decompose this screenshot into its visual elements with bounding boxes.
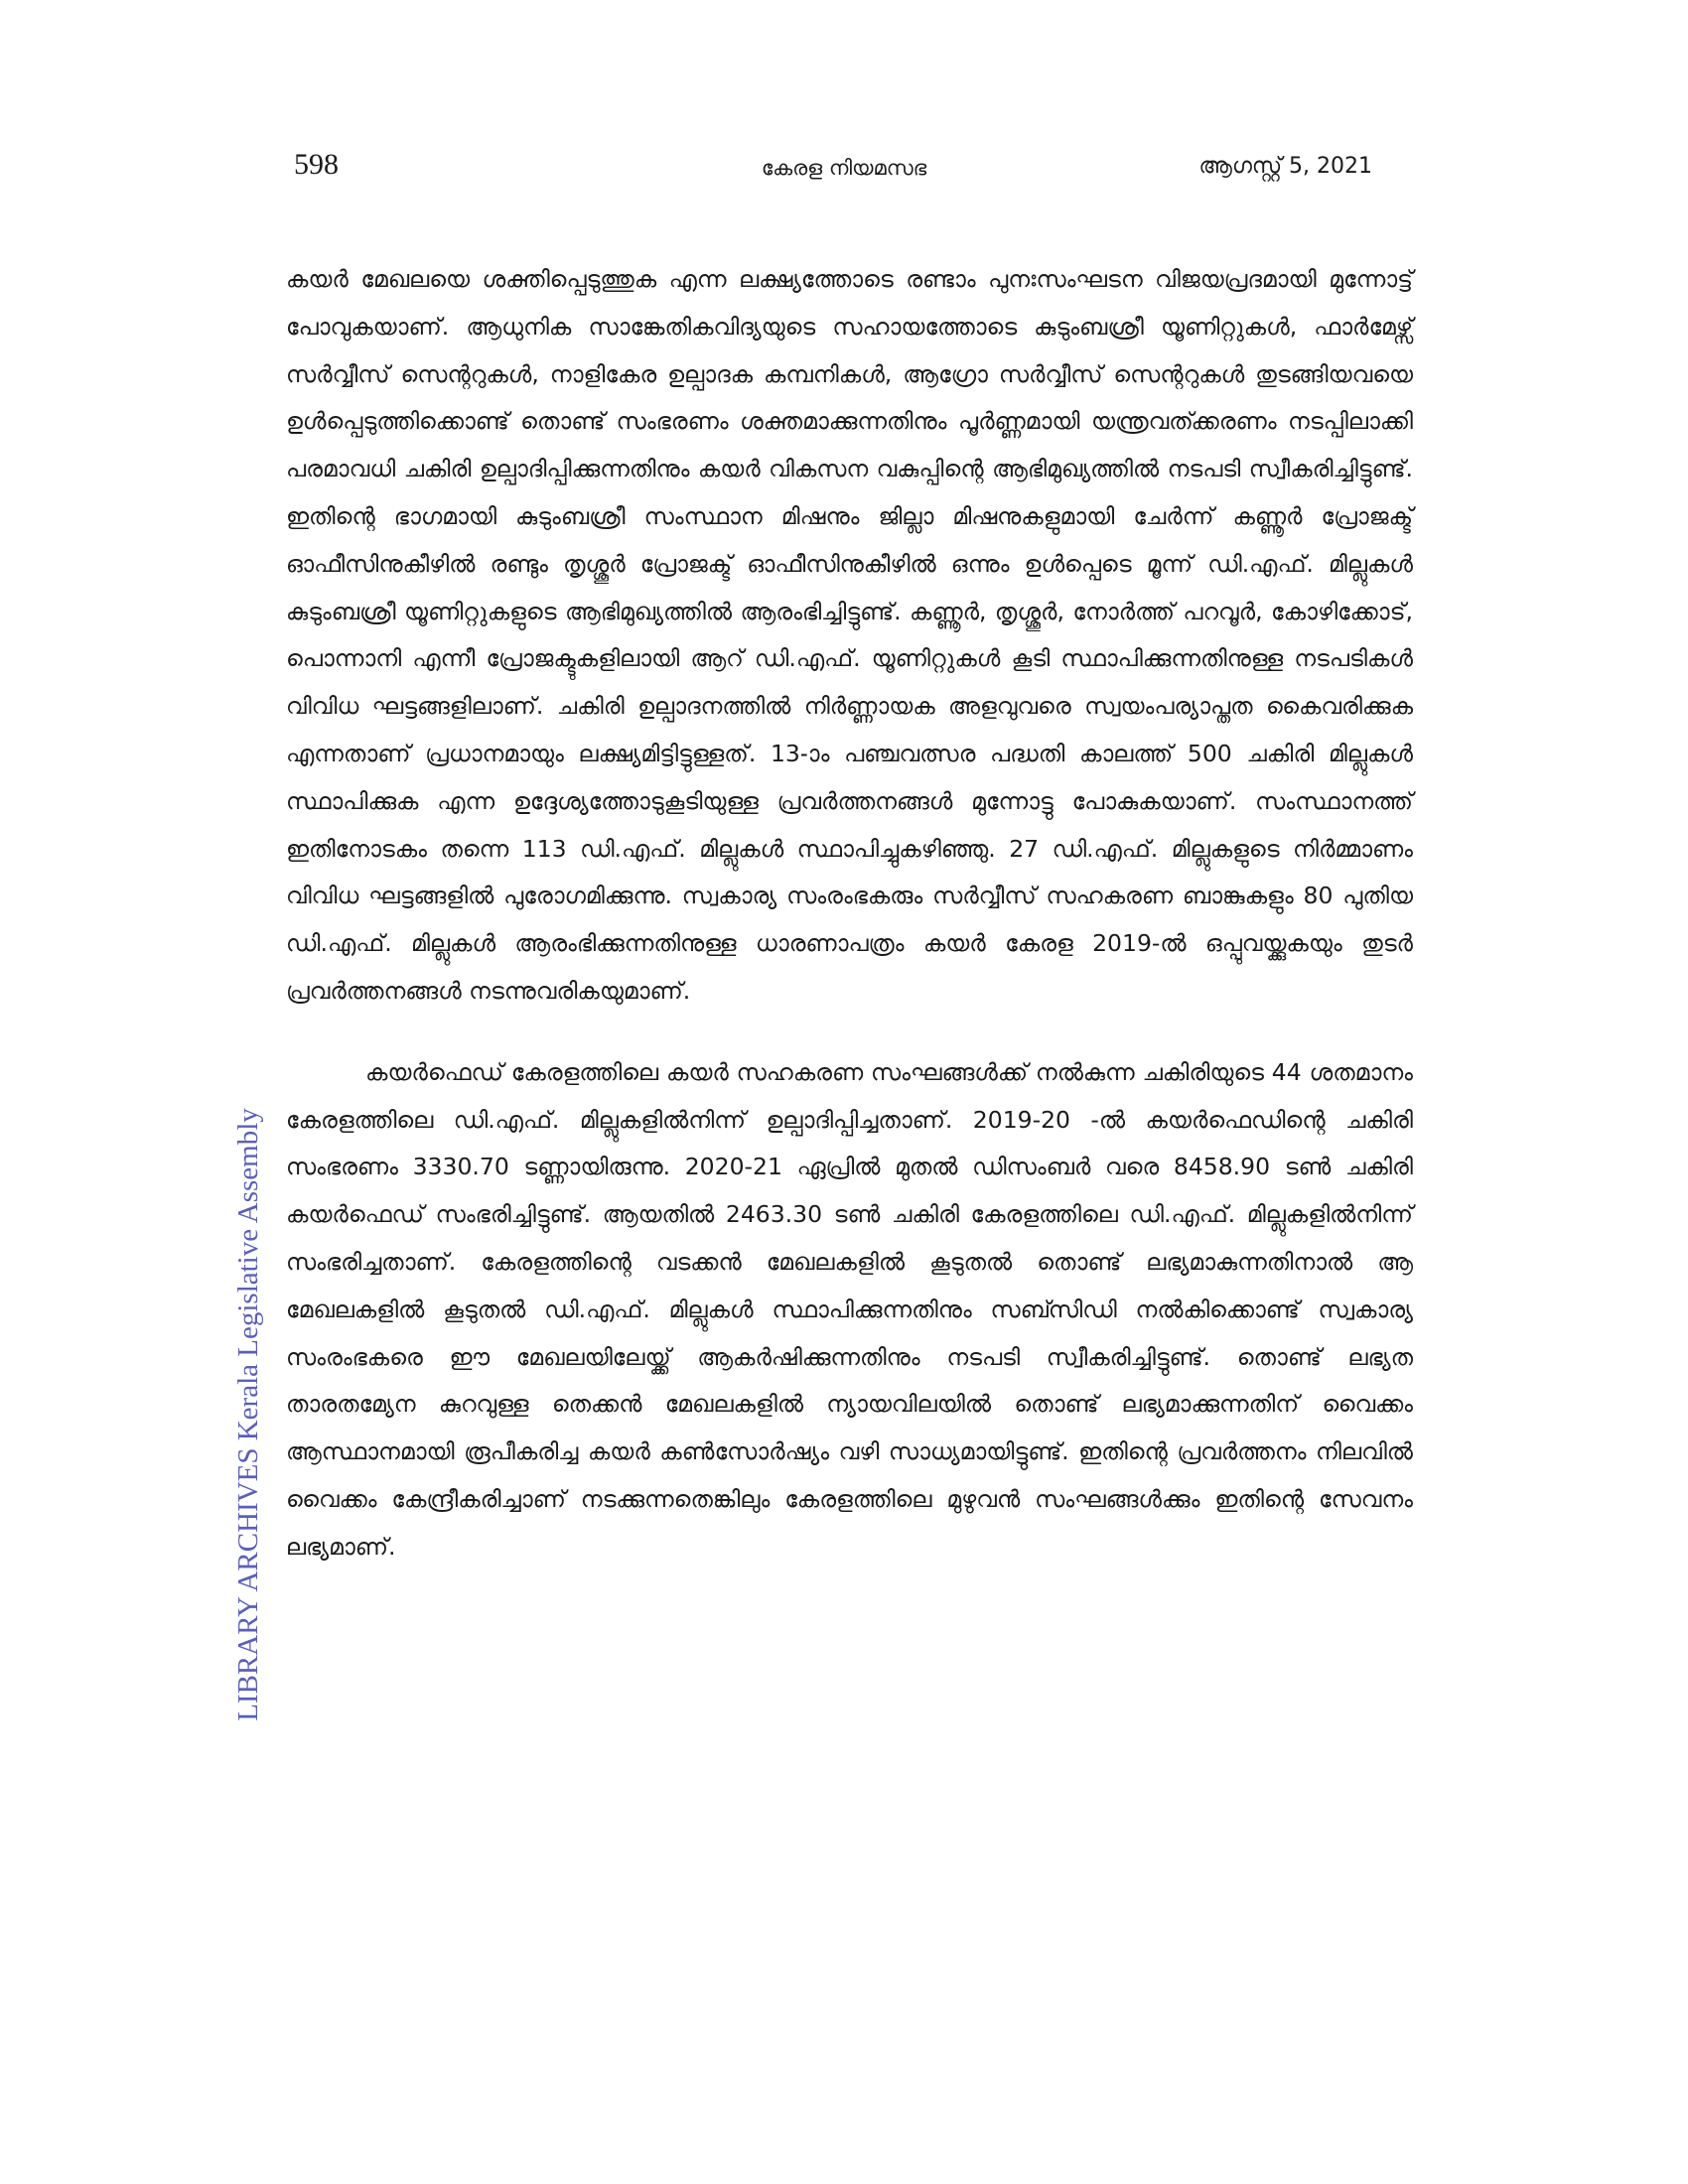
running-title: കേരള നിയമസഭ — [761, 156, 927, 180]
archive-watermark: LIBRARY ARCHIVES Kerala Legislative Assembly — [232, 1108, 264, 1721]
page-body — [286, 256, 1413, 1571]
header-date: ആഗസ്റ്റ് 5, 2021 — [1198, 154, 1372, 179]
paragraph-coir-defibering-mills: കയർ മേഖലയെ ശക്തിപ്പെടുത്തുക എന്ന ലക്ഷ്യത്തോടെ രണ്ടാം പുനഃസംഘടന വിജയപ്രദമായി മുന്നോട്ട് പോവുകയാണ്. ആധുനിക സാങ്കേതികവിദ്യയുടെ സഹായത്തോടെ കുടുംബശ്രീ യൂണിറ്റുകൾ, ഫാർമേഴ്സ് സർവ്വീസ് സെന്ററുകൾ, നാളികേര ഉല്പാദക കമ്പനികൾ, ആഗ്രോ സർവ്വീസ് സെന്ററുകൾ തുടങ്ങിയവയെ ഉൾപ്പെടുത്തിക്കൊണ്ട് തൊണ്ട് സംഭരണം ശക്തമാക്കുന്നതിനും പൂർണ്ണമായി യന്ത്രവത്ക്കരണം നടപ്പിലാക്കി പരമാവധി ചകിരി ഉല്പാദിപ്പിക്കുന്നതിനും കയർ വികസന വകുപ്പിന്റെ ആഭിമുഖ്യത്തിൽ നടപടി സ്വീകരിച്ചിട്ടുണ്ട്. ഇതിന്റെ ഭാഗമായി കുടുംബശ്രീ സംസ്ഥാന മിഷനും ജില്ലാ മിഷനുകളുമായി ചേർന്ന് കണ്ണൂർ പ്രോജക്ട് ഓഫീസിനുകീഴിൽ രണ്ടും തൃശ്ശൂർ പ്രോജക്ട് ഓഫീസിനുകീഴിൽ ഒന്നും ഉൾപ്പെടെ മൂന്ന് ഡി.എഫ്. മില്ലുകൾ കുടുംബശ്രീ യൂണിറ്റുകളുടെ ആഭിമുഖ്യത്തിൽ ആരംഭിച്ചിട്ടുണ്ട്. കണ്ണൂർ, തൃശ്ശൂർ, നോർത്ത് പറവൂർ, കോഴിക്കോട്, പൊന്നാനി എന്നീ പ്രോജക്ടുകളിലായി ആറ് ഡി.എഫ്. യൂണിറ്റുകൾ കൂടി സ്ഥാപിക്കുന്നതിനുള്ള നടപടികൾ വിവിധ ഘട്ടങ്ങളിലാണ്. ചകിരി ഉല്പാദനത്തിൽ നിർണ്ണായക അളവുവരെ സ്വയംപര്യാപ്തത കൈവരിക്കുക എന്നതാണ് പ്രധാനമായും ലക്ഷ്യമിട്ടിട്ടുള്ളത്. 13-ാം പഞ്ചവത്സര പദ്ധതി കാലത്ത് 500 ചകിരി മില്ലുകൾ സ്ഥാപിക്കുക എന്ന ഉദ്ദേശ്യത്തോടുകൂടിയുള്ള പ്രവർത്തനങ്ങൾ മുന്നോട്ടു പോകുകയാണ്. സംസ്ഥാനത്ത് ഇതിനോടകം തന്നെ 113 ഡി.എഫ്. മില്ലുകൾ സ്ഥാപിച്ചുകഴിഞ്ഞു. 27 ഡി.എഫ്. മില്ലുകളുടെ നിർമ്മാണം വിവിധ ഘട്ടങ്ങളിൽ പുരോഗമിക്കുന്നു. സ്വകാര്യ സംരംഭകരും സർവ്വീസ് സഹകരണ ബാങ്കുകളും 80 പുതിയ ഡി.എഫ്. മില്ലുകൾ ആരംഭിക്കുന്നതിനുള്ള ധാരണാപത്രം കയർ കേരള 2019-ൽ ഒപ്പുവയ്ക്കുകയും തുടർ പ്രവർത്തനങ്ങൾ നടന്നുവരികയുമാണ്. — [286, 265, 1413, 1005]
paragraph-coirfed-husk-procurement: കയർഫെഡ് കേരളത്തിലെ കയർ സഹകരണ സംഘങ്ങൾക്ക് നൽകുന്ന ചകിരിയുടെ 44 ശതമാനം കേരളത്തിലെ ഡി.എഫ്. മില്ലുകളിൽനിന്ന് ഉല്പാദിപ്പിച്ചതാണ്. 2019-20 -ൽ കയർഫെഡിന്റെ ചകിരി സംഭരണം 3330.70 ടണ്ണായിരുന്നു. 2020-21 ഏപ്രിൽ മുതൽ ഡിസംബർ വരെ 8458.90 ടൺ ചകിരി കയർഫെഡ് സംഭരിച്ചിട്ടുണ്ട്. ആയതിൽ 2463.30 ടൺ ചകിരി കേരളത്തിലെ ഡി.എഫ്. മില്ലുകളിൽനിന്ന് സംഭരിച്ചതാണ്. കേരളത്തിന്റെ വടക്കൻ മേഖലകളിൽ കൂടുതൽ തൊണ്ട് ലഭ്യമാകുന്നതിനാൽ ആ മേഖലകളിൽ കൂടുതൽ ഡി.എഫ്. മില്ലുകൾ സ്ഥാപിക്കുന്നതിനും സബ്സിഡി നൽകിക്കൊണ്ട് സ്വകാര്യ സംരംഭകരെ ഈ മേഖലയിലേയ്ക്ക് ആകർഷിക്കുന്നതിനും നടപടി സ്വീകരിച്ചിട്ടുണ്ട്. തൊണ്ട് ലഭ്യത താരതമ്യേന കുറവുള്ള തെക്കൻ മേഖലകളിൽ ന്യായവിലയിൽ തൊണ്ട് ലഭ്യമാക്കുന്നതിന് വൈക്കം ആസ്ഥാനമായി രൂപീകരിച്ച കയർ കൺസോർഷ്യം വഴി സാധ്യമായിട്ടുണ്ട്. ഇതിന്റെ പ്രവർത്തനം നിലവിൽ വൈക്കം കേന്ദ്രീകരിച്ചാണ് നടക്കുന്നതെങ്കിലും കേരളത്തിലെ മുഴുവൻ സംഘങ്ങൾക്കും ഇതിന്റെ സേവനം ലഭ്യമാണ്. — [286, 1057, 1413, 1561]
page-number: 598 — [294, 148, 339, 181]
page-header — [0, 0, 1688, 218]
